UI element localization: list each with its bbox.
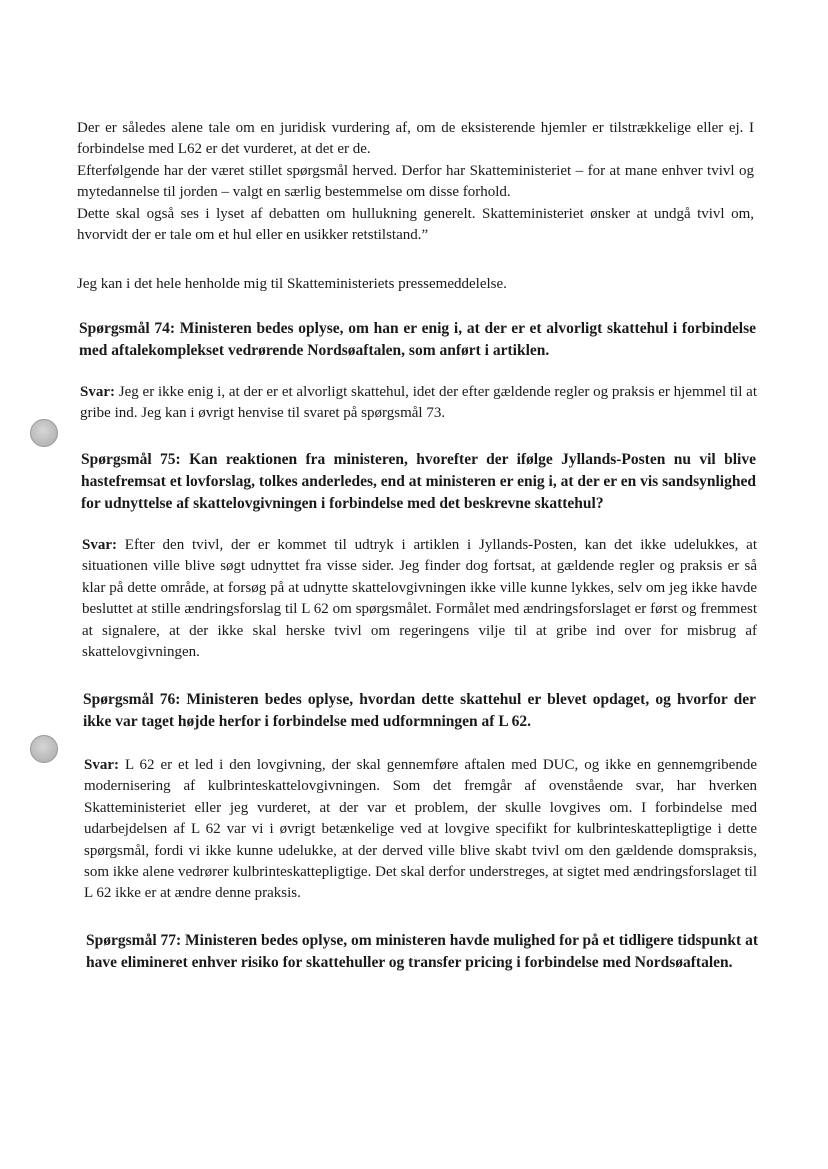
question-74-text: Spørgsmål 74: Ministeren bedes oplyse, om han er enig i, at der er et alvorligt skattehul i forbindelse med aftalekomplekset vedrørende Nordsøaftalen, som anført i artiklen.: [79, 320, 756, 359]
intro-paragraph: [77, 118, 754, 246]
answer-74-text: Jeg er ikke enig i, at der er et alvorligt skattehul, idet der efter gældende regler og praksis er hjemmel til at gribe ind. Jeg kan i øvrigt henvise til svaret på spørgsmål 73.: [80, 384, 757, 422]
question-77-text: Spørgsmål 77: Ministeren bedes oplyse, om ministeren havde mulighed for på et tidligere tidspunkt at have elimineret enhver risiko for skattehuller og transfer pricing i forbindelse med Nordsøaftalen.: [86, 932, 758, 971]
answer-label: Svar:: [84, 757, 119, 773]
question-75: [81, 449, 756, 515]
answer-76-paragraph: [84, 755, 757, 905]
answer-label: Svar:: [82, 537, 117, 553]
answer-76-text: L 62 er et led i den lovgivning, der skal gennemføre aftalen med DUC, og ikke en gennemgribende modernisering af kulbrinteskattelovgivningen. Som det fremgår af ovenstående svar, har hverken Skatteministeriet eller jeg vurderet, at der var et problem, der skulle lovgives om. I forbindelse med udarbejdelsen af L 62 var vi i øvrigt betænkelige ved at lovgive specifikt for kulbrinteskattepligtige i dette spørgsmål, fordi vi ikke kunne udelukke, at der derved ville blive skabt tvivl om den gældende domspraksis, som ikke alene vedrører kulbrinteskattepligtige. Det skal derfor understreges, at sigtet med ændringsforslaget til L 62 ikke er at ændre denne praksis.: [84, 757, 757, 902]
answer-76: [84, 755, 757, 905]
intro-line-2: Efterfølgende har der været stillet spørgsmål herved. Derfor har Skatteministeriet – for at mane enhver tvivl og mytedannelse til jorden – valgt en særlig bestemmelse om disse forhold.: [77, 162, 754, 201]
question-76-text: Spørgsmål 76: Ministeren bedes oplyse, hvordan dette skattehul er blevet opdaget, og hvorfor der ikke var taget højde herfor i forbindelse med udformningen af L 62.: [83, 691, 756, 730]
question-77: [86, 930, 758, 974]
answer-75-text: Efter den tvivl, der er kommet til udtryk i artiklen i Jyllands-Posten, kan det ikke udelukkes, at situationen ville blive søgt udnyttet fra visse sider. Jeg finder dog fortsat, at gældende regler og praksis er så klar på dette område, at forsøg på at udnytte skattelovgivningen ikke ville kunne lykkes, selv om jeg ikke havde besluttet at stille ændringsforslag til L 62 om spørgsmålet. Formålet med ændringsforslaget er først og fremmest at signalere, at der ikke skal herske tvivl om regeringens vilje til at gribe ind over for misbrug af skattelovgivningen.: [82, 537, 757, 661]
answer-label: Svar:: [80, 384, 115, 400]
answer-75: [82, 535, 757, 663]
question-75-text: Spørgsmål 75: Kan reaktionen fra ministeren, hvorefter der ifølge Jyllands-Posten nu vil blive hastefremsat et lovforslag, tolkes anderledes, end at ministeren er enig i, at der er en vis sandsynlighed for udnyttelse af skattelovgivningen i forbindelse med det beskrevne skattehul?: [81, 451, 756, 512]
intro-closing-text: Jeg kan i det hele henholde mig til Skatteministeriets pressemeddelelse.: [77, 276, 507, 292]
answer-74: [80, 382, 757, 425]
intro-line-3: Dette skal også ses i lyset af debatten om hullukning generelt. Skatteministeriet ønsker at undgå tvivl om, hvorvidt der er tale om et hul eller en usikker retstilstand.”: [77, 205, 754, 244]
intro-closing: [77, 274, 754, 295]
question-74: [79, 318, 756, 362]
intro-line-1: Der er således alene tale om en juridisk vurdering af, om de eksisterende hjemler er tilstrækkelige eller ej. I forbindelse med L62 er det vurderet, at det er de.: [77, 120, 754, 158]
punch-hole-top: [30, 419, 58, 447]
answer-74-paragraph: [80, 382, 757, 425]
question-76: [83, 689, 756, 733]
punch-hole-bottom: [30, 735, 58, 763]
answer-75-paragraph: [82, 535, 757, 663]
